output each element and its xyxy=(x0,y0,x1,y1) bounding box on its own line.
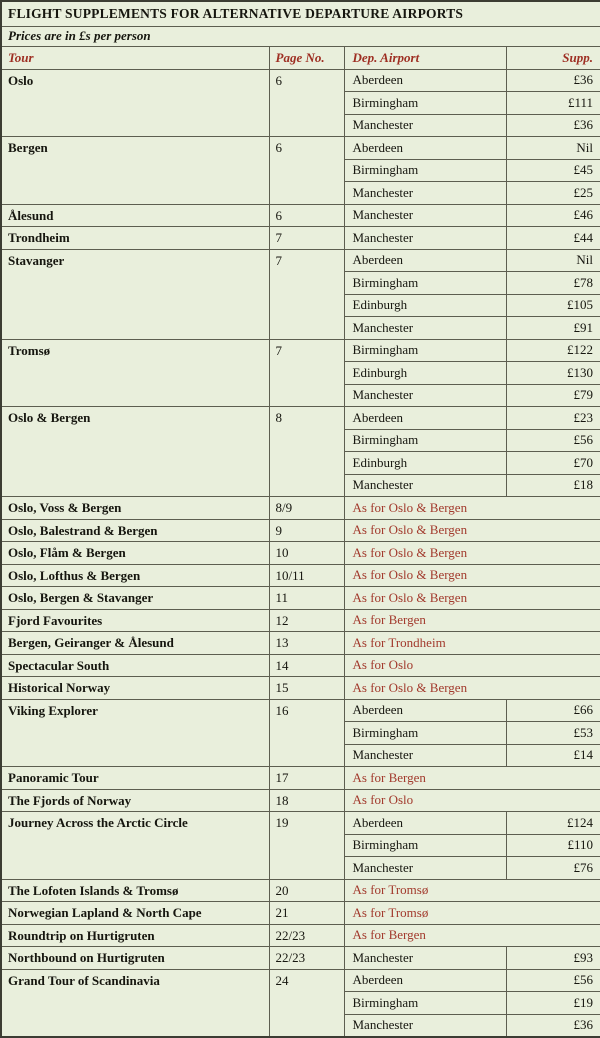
airport-cell: Edinburgh xyxy=(344,294,506,317)
tour-name-cell: Norwegian Lapland & North Cape xyxy=(1,902,269,925)
note-cell: As for Oslo & Bergen xyxy=(344,587,600,610)
tour-name-cell: Oslo, Bergen & Stavanger xyxy=(1,587,269,610)
tour-name-cell: Spectacular South xyxy=(1,654,269,677)
tour-name-cell: Oslo, Balestrand & Bergen xyxy=(1,519,269,542)
tour-row xyxy=(1,249,600,272)
supplement-cell: £110 xyxy=(506,834,600,857)
supplement-cell: £45 xyxy=(506,159,600,182)
supplement-cell: £93 xyxy=(506,947,600,970)
page-no-cell: 15 xyxy=(269,677,344,700)
note-cell: As for Oslo & Bergen xyxy=(344,564,600,587)
supplement-cell: £18 xyxy=(506,474,600,497)
tour-name-cell: Oslo, Flåm & Bergen xyxy=(1,542,269,565)
tour-name-cell: Fjord Favourites xyxy=(1,609,269,632)
airport-cell: Birmingham xyxy=(344,272,506,295)
airport-cell: Manchester xyxy=(344,857,506,880)
airport-cell: Aberdeen xyxy=(344,69,506,92)
page-no-cell: 14 xyxy=(269,654,344,677)
tour-name-cell: Panoramic Tour xyxy=(1,767,269,790)
note-cell: As for Oslo & Bergen xyxy=(344,677,600,700)
table-title-row xyxy=(1,1,600,26)
supplement-cell: £91 xyxy=(506,317,600,340)
supplement-cell: £70 xyxy=(506,452,600,475)
tour-name-cell: Oslo & Bergen xyxy=(1,407,269,497)
tour-name-cell: Grand Tour of Scandinavia xyxy=(1,969,269,1037)
airport-cell: Manchester xyxy=(344,1014,506,1037)
tour-row xyxy=(1,789,600,812)
page-no-cell: 19 xyxy=(269,812,344,880)
note-cell: As for Trondheim xyxy=(344,632,600,655)
supplement-cell: £44 xyxy=(506,227,600,250)
note-cell: As for Bergen xyxy=(344,767,600,790)
page-no-cell: 12 xyxy=(269,609,344,632)
tour-name-cell: Oslo, Voss & Bergen xyxy=(1,497,269,520)
supplement-cell: £36 xyxy=(506,69,600,92)
table-body xyxy=(1,69,600,1037)
tour-name-cell: Bergen, Geiranger & Ålesund xyxy=(1,632,269,655)
supplement-cell: £122 xyxy=(506,339,600,362)
supplement-cell: £53 xyxy=(506,722,600,745)
note-cell: As for Oslo xyxy=(344,654,600,677)
airport-cell: Edinburgh xyxy=(344,362,506,385)
airport-cell: Aberdeen xyxy=(344,137,506,160)
supplement-cell: £105 xyxy=(506,294,600,317)
page-no-cell: 22/23 xyxy=(269,947,344,970)
supplement-cell: £76 xyxy=(506,857,600,880)
airport-cell: Manchester xyxy=(344,947,506,970)
supplement-cell: £36 xyxy=(506,114,600,137)
supplement-cell: £66 xyxy=(506,699,600,722)
page-no-cell: 9 xyxy=(269,519,344,542)
airport-cell: Aberdeen xyxy=(344,249,506,272)
tour-name-cell: Roundtrip on Hurtigruten xyxy=(1,924,269,947)
tour-row xyxy=(1,227,600,250)
airport-cell: Birmingham xyxy=(344,339,506,362)
note-cell: As for Oslo & Bergen xyxy=(344,497,600,520)
note-cell: As for Oslo & Bergen xyxy=(344,519,600,542)
column-header-tour: Tour xyxy=(1,46,269,69)
table-subtitle-row xyxy=(1,26,600,46)
page-no-cell: 7 xyxy=(269,249,344,339)
supplement-cell: £36 xyxy=(506,1014,600,1037)
airport-cell: Aberdeen xyxy=(344,699,506,722)
tour-row xyxy=(1,497,600,520)
tour-row xyxy=(1,699,600,722)
tour-row xyxy=(1,204,600,227)
note-cell: As for Bergen xyxy=(344,924,600,947)
tour-row xyxy=(1,542,600,565)
airport-cell: Manchester xyxy=(344,474,506,497)
tour-row xyxy=(1,812,600,835)
table-head-rows xyxy=(1,1,600,69)
tour-row xyxy=(1,519,600,542)
supplement-cell: £56 xyxy=(506,429,600,452)
tour-row xyxy=(1,339,600,362)
airport-cell: Birmingham xyxy=(344,722,506,745)
tour-name-cell: The Lofoten Islands & Tromsø xyxy=(1,879,269,902)
tour-row xyxy=(1,564,600,587)
supplement-cell: £46 xyxy=(506,204,600,227)
airport-cell: Aberdeen xyxy=(344,969,506,992)
price-note: Prices are in £s per person xyxy=(1,26,600,46)
tour-name-cell: Oslo xyxy=(1,69,269,137)
note-cell: As for Tromsø xyxy=(344,902,600,925)
airport-cell: Aberdeen xyxy=(344,812,506,835)
page-no-cell: 21 xyxy=(269,902,344,925)
supplement-cell: £111 xyxy=(506,92,600,115)
supplement-cell: £56 xyxy=(506,969,600,992)
tour-row xyxy=(1,587,600,610)
page-no-cell: 24 xyxy=(269,969,344,1037)
page-no-cell: 20 xyxy=(269,879,344,902)
supplement-cell: £124 xyxy=(506,812,600,835)
airport-cell: Birmingham xyxy=(344,92,506,115)
page-no-cell: 13 xyxy=(269,632,344,655)
tour-name-cell: The Fjords of Norway xyxy=(1,789,269,812)
tour-name-cell: Viking Explorer xyxy=(1,699,269,767)
airport-cell: Manchester xyxy=(344,227,506,250)
page-no-cell: 7 xyxy=(269,339,344,407)
tour-name-cell: Historical Norway xyxy=(1,677,269,700)
page-no-cell: 17 xyxy=(269,767,344,790)
tour-name-cell: Ålesund xyxy=(1,204,269,227)
supplement-cell: £78 xyxy=(506,272,600,295)
supplement-cell: £14 xyxy=(506,744,600,767)
tour-row xyxy=(1,767,600,790)
note-cell: As for Oslo xyxy=(344,789,600,812)
supplement-cell: £25 xyxy=(506,182,600,205)
page-no-cell: 7 xyxy=(269,227,344,250)
note-cell: As for Tromsø xyxy=(344,879,600,902)
airport-cell: Manchester xyxy=(344,384,506,407)
tour-row xyxy=(1,879,600,902)
supplement-cell: £79 xyxy=(506,384,600,407)
supplement-cell: £19 xyxy=(506,992,600,1015)
page-no-cell: 11 xyxy=(269,587,344,610)
page-no-cell: 8 xyxy=(269,407,344,497)
page-no-cell: 6 xyxy=(269,204,344,227)
airport-cell: Manchester xyxy=(344,744,506,767)
airport-cell: Birmingham xyxy=(344,429,506,452)
tour-name-cell: Oslo, Lofthus & Bergen xyxy=(1,564,269,587)
tour-row xyxy=(1,947,600,970)
supplement-cell: £130 xyxy=(506,362,600,385)
page-no-cell: 6 xyxy=(269,69,344,137)
tour-row xyxy=(1,924,600,947)
page-no-cell: 6 xyxy=(269,137,344,205)
page-no-cell: 18 xyxy=(269,789,344,812)
column-header-row xyxy=(1,46,600,69)
tour-row xyxy=(1,407,600,430)
airport-cell: Birmingham xyxy=(344,159,506,182)
airport-cell: Manchester xyxy=(344,317,506,340)
tour-row xyxy=(1,969,600,992)
airport-cell: Birmingham xyxy=(344,992,506,1015)
airport-cell: Aberdeen xyxy=(344,407,506,430)
tour-row xyxy=(1,654,600,677)
airport-cell: Manchester xyxy=(344,114,506,137)
page-no-cell: 8/9 xyxy=(269,497,344,520)
tour-name-cell: Stavanger xyxy=(1,249,269,339)
tour-name-cell: Trondheim xyxy=(1,227,269,250)
column-header-supp: Supp. xyxy=(506,46,600,69)
airport-cell: Edinburgh xyxy=(344,452,506,475)
tour-row xyxy=(1,677,600,700)
tour-row xyxy=(1,902,600,925)
airport-cell: Birmingham xyxy=(344,834,506,857)
tour-row xyxy=(1,69,600,92)
supplement-cell: £23 xyxy=(506,407,600,430)
airport-cell: Manchester xyxy=(344,182,506,205)
tour-name-cell: Journey Across the Arctic Circle xyxy=(1,812,269,880)
tour-row xyxy=(1,632,600,655)
page-title: FLIGHT SUPPLEMENTS FOR ALTERNATIVE DEPARTURE AIRPORTS xyxy=(1,1,600,26)
page-no-cell: 10 xyxy=(269,542,344,565)
page-no-cell: 22/23 xyxy=(269,924,344,947)
column-header-airport: Dep. Airport xyxy=(344,46,506,69)
page-no-cell: 10/11 xyxy=(269,564,344,587)
supplement-cell: Nil xyxy=(506,249,600,272)
note-cell: As for Bergen xyxy=(344,609,600,632)
tour-name-cell: Northbound on Hurtigruten xyxy=(1,947,269,970)
airport-cell: Manchester xyxy=(344,204,506,227)
tour-name-cell: Bergen xyxy=(1,137,269,205)
note-cell: As for Oslo & Bergen xyxy=(344,542,600,565)
tour-row xyxy=(1,137,600,160)
page-no-cell: 16 xyxy=(269,699,344,767)
tour-row xyxy=(1,609,600,632)
tour-name-cell: Tromsø xyxy=(1,339,269,407)
supplement-cell: Nil xyxy=(506,137,600,160)
column-header-page: Page No. xyxy=(269,46,344,69)
